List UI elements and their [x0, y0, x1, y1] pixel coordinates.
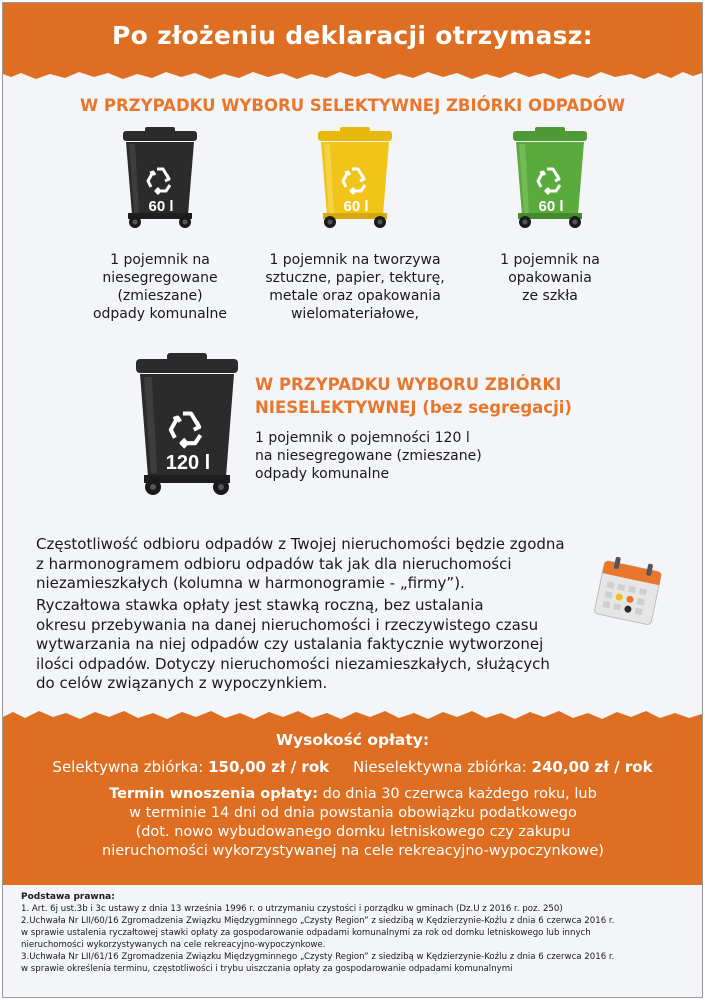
- frequency-paragraph: Częstotliwość odbioru odpadów z Twojej nieruchomości będzie zgodna z harmonogramem odbioru odpadów tak jak dla nieruchomości niezamieszkałych (kolumna w harmonogramie - „firmy”).: [36, 535, 565, 592]
- yellow-bin-60: [314, 127, 396, 229]
- fees-title: Wysokość opłaty:: [275, 731, 430, 749]
- nonselective-section-title: W PRZYPADKU WYBORU ZBIÓRKI NIESELEKTYWNEJ (bez segregacji): [255, 375, 572, 417]
- bin-label: 60 l: [538, 198, 564, 215]
- green-bin-caption: 1 pojemnik na opakowania ze szkła: [500, 252, 600, 304]
- black-bin-caption: 1 pojemnik na niesegregowane (zmieszane) odpady komunalne: [92, 252, 228, 322]
- legal-basis: Podstawa prawna: 1. Art. 6j ust.3b i 3c ustawy z dnia 13 września 1996 r. o utrzymaniu czystości i porządku w gminach (Dz.U z 2016 r. poz. 250) 2.Uchwała Nr LII/60/16 Zgromadzenia Związku Międzygminnego „Czysty Region” z siedzibą w Kędzierzynie-Koźlu z dnia 6 czerwca 2016 r. w sprawie ustalenia ryczałtowej stawki opłaty za gospodarowanie odpadami komunalnymi za rok od domku letniskowego lub innych nieruchomości wykorzystywanych na cele rekreacyjno-wypoczynkowe. 3.Uchwała Nr LII/61/16 Zgromadzenia Związku Międzygminnego „Czysty Region” z siedzibą w Kędzierzynie-Koźlu z dnia 6 czerwca 2016 r. w sprawie określenia terminu, częstotliwości i trybu uiszczania opłaty za gospodarowanie odpadami komunalnymi: [21, 891, 691, 975]
- nonselective-fee-value: 240,00 zł / rok: [531, 758, 653, 776]
- black-bin-120: [131, 353, 243, 497]
- bin-label: 120 l: [165, 452, 211, 474]
- calendar-icon: [591, 556, 667, 628]
- page-title: Po złożeniu deklaracji otrzymasz:: [112, 21, 593, 50]
- selective-section-title: W PRZYPADKU WYBORU SELEKTYWNEJ ZBIÓRKI ODPADÓW: [79, 96, 626, 115]
- yellow-bin-caption: 1 pojemnik na tworzywa sztuczne, papier, tekturę, metale oraz opakowania wielomateriałowe,: [265, 252, 445, 322]
- bin-label: 60 l: [343, 198, 369, 215]
- black-bin-60: [119, 127, 201, 229]
- deadline-label: Termin wnoszenia opłaty:: [109, 786, 318, 802]
- deadline-text: do dnia 30 czerwca każdego roku, lub: [322, 786, 597, 802]
- flat-rate-paragraph: Ryczałtowa stawka opłaty jest stawką roczną, bez ustalania okresu przebywania na danej nieruchomości i rzeczywistego czasu wytwarzania na niej odpadów czy ustalania faktycznie wytworzonej ilości odpadów. Dotyczy nieruchomości niezamieszkałych, służących do celów związanych z wypoczynkiem.: [36, 596, 550, 692]
- fees-rates: [3, 758, 702, 776]
- bin-label: 60 l: [148, 198, 174, 215]
- flyer-page: [2, 2, 703, 998]
- selective-fee-label: Selektywna zbiórka:: [52, 758, 204, 776]
- green-bin-60: [509, 127, 591, 229]
- legal-title: Podstawa prawna:: [21, 892, 115, 902]
- nonselective-description: 1 pojemnik o pojemności 120 l na niesegregowane (zmieszane) odpady komunalne: [255, 430, 482, 482]
- payment-deadline: Termin wnoszenia opłaty: do dnia 30 czerwca każdego roku, lub w terminie 14 dni od dnia powstania obowiązku podatkowego (dot. nowo wybudowanego domku letniskowego czy zakupu nieruchomości wykorzystywanej na cele rekreacyjno-wypoczynkowe): [102, 786, 604, 859]
- nonselective-fee-label: Nieselektywna zbiórka:: [352, 758, 527, 776]
- selective-fee-value: 150,00 zł / rok: [208, 758, 330, 776]
